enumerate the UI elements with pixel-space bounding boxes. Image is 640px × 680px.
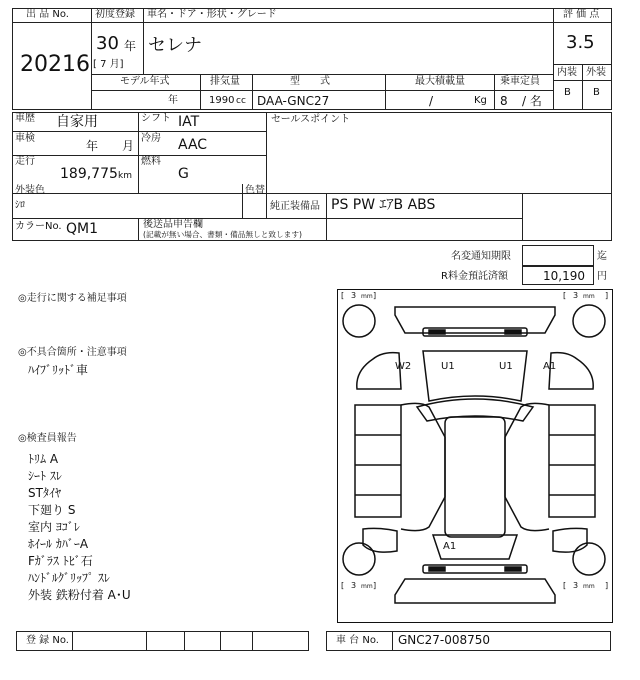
shift: IAT — [178, 114, 200, 130]
left-rear-quarter — [363, 528, 397, 552]
model-code: DAA-GNC27 — [257, 94, 330, 108]
ext-color-label: 外装色 — [15, 185, 45, 196]
first-reg-year: 30 — [96, 33, 119, 54]
exterior-grade: B — [593, 87, 600, 98]
inspector-line: ﾊﾝﾄﾞﾙｸﾞﾘｯﾌﾟ ｽﾚ — [28, 571, 110, 585]
recycle-unit: 円 — [597, 271, 607, 282]
recycle-label: R料金預託済額 — [441, 271, 508, 282]
wheel-rear-left — [343, 543, 375, 575]
color-no-label: カラーNo. — [15, 221, 62, 232]
history: 自家用 — [56, 114, 98, 130]
mileage-unit: km — [118, 171, 132, 181]
svg-text:[: [ — [341, 581, 345, 590]
sales-points-label: セールスポイント — [271, 114, 351, 125]
model-label: 型 式 — [290, 76, 330, 87]
inspector-line: 外装 鉄粉付着 A･U — [28, 588, 131, 602]
wheel-front-right — [573, 305, 605, 337]
svg-text:[: [ — [563, 581, 567, 590]
tire-rl-unit: mm — [361, 583, 373, 590]
tire-rr-unit: mm — [583, 583, 595, 590]
right-pillar — [505, 403, 549, 530]
inspector-line: Fｶﾞﾗｽ ﾄﾋﾞ石 — [28, 554, 93, 568]
exterior-label: 外装 — [586, 67, 606, 78]
inspector-line: ﾎｲｰﾙ ｶﾊﾞｰA — [28, 537, 89, 551]
aftermarket-label: 後送品申告欄 — [143, 219, 203, 230]
defects-title: ◎不具合箇所・注意事項 — [18, 347, 127, 358]
wheel-front-left — [343, 305, 375, 337]
capacity-unit: / 名 — [522, 94, 542, 108]
chassis-no: GNC27-008750 — [398, 633, 491, 647]
recycle-amount: 10,190 — [543, 269, 585, 283]
left-pillar — [401, 403, 445, 530]
fuel-label: 燃料 — [141, 156, 161, 167]
svg-text:]: ] — [605, 581, 609, 590]
car-name: セレナ — [148, 35, 202, 56]
equipment-label: 純正装備品 — [270, 201, 320, 212]
inspector-line: 室内 ﾖｺﾞﾚ — [28, 520, 80, 534]
tire-fr-depth: 3 — [573, 291, 579, 300]
model-year-label: モデル年式 — [120, 76, 170, 87]
name-change-box — [522, 245, 594, 266]
displacement-unit: cc — [236, 96, 246, 106]
tire-rr-depth: 3 — [573, 581, 579, 590]
right-body-side — [549, 405, 595, 517]
displacement-label: 排気量 — [210, 76, 240, 87]
tire-fl-depth: 3 — [351, 291, 357, 300]
reg-no-label: 登 録 No. — [26, 635, 69, 646]
capacity: 8 — [500, 94, 508, 108]
lot-number: 20216 — [20, 52, 90, 77]
wheel-rear-right — [573, 543, 605, 575]
repaint-label: 色替 — [245, 185, 265, 196]
mark-a1-bottom: A1 — [443, 541, 457, 552]
model-year-unit: 年 — [168, 95, 178, 106]
ac: AAC — [178, 137, 208, 153]
inspector-line: 下廻り S — [28, 503, 76, 517]
ac-label: 冷房 — [141, 133, 161, 144]
svg-text:[: [ — [563, 291, 567, 300]
left-body-side — [355, 405, 401, 517]
fuel: G — [178, 166, 189, 182]
shift-label: シフト — [141, 113, 171, 124]
max-load-label: 最大積載量 — [415, 76, 465, 87]
interior-grade: B — [564, 87, 571, 98]
displacement: 1990 — [209, 95, 235, 106]
inspector-line: ｼｰﾄ ｽﾚ — [28, 469, 62, 483]
first-reg-year-unit: 年 — [124, 39, 137, 53]
score-label: 評 価 点 — [563, 9, 600, 20]
interior-label: 内装 — [557, 67, 577, 78]
svg-text:]: ] — [373, 581, 377, 590]
inspector-line: STﾀｲﾔ — [28, 486, 61, 500]
name-change-unit: 迄 — [597, 251, 607, 262]
svg-text:]: ] — [605, 291, 609, 300]
name-change-label: 名変通知期限 — [451, 251, 511, 262]
mark-a1-right: A1 — [543, 361, 557, 372]
roof — [445, 417, 505, 537]
right-rear-quarter — [553, 528, 587, 552]
front-bumper — [395, 307, 555, 333]
defects-text: ﾊｲﾌﾞﾘｯﾄﾞ車 — [28, 363, 89, 377]
tire-fr-unit: mm — [583, 293, 595, 300]
driving-notes-title: ◎走行に関する補足事項 — [18, 293, 127, 304]
mark-w2: W2 — [395, 361, 412, 372]
equipment: PS PW ｴｱB ABS — [331, 197, 436, 213]
hood — [423, 351, 527, 401]
mark-u1-right: U1 — [499, 361, 513, 372]
mileage-label: 走行 — [15, 156, 35, 167]
inspection-label: 車検 — [15, 133, 35, 144]
mark-u1-left: U1 — [441, 361, 455, 372]
inspector-title: ◎検査員報告 — [18, 433, 77, 444]
history-label: 車歴 — [15, 113, 35, 124]
inspector-lines — [28, 450, 131, 603]
max-load-slash: / — [429, 94, 434, 108]
inspection-year-unit: 年 — [86, 139, 99, 153]
svg-text:[: [ — [341, 291, 345, 300]
rear-bumper — [395, 579, 555, 603]
first-reg-month: [ 7 月] — [93, 59, 124, 70]
inspection-month-unit: 月 — [122, 139, 135, 153]
inspector-line: ﾄﾘﾑ A — [28, 452, 59, 466]
max-load-unit: Kg — [474, 95, 487, 106]
capacity-label: 乗車定員 — [500, 76, 540, 87]
lot-number-label: 出 品 No. — [26, 9, 69, 20]
mileage: 189,775 — [60, 166, 118, 182]
score: 3.5 — [566, 32, 595, 53]
aftermarket-note: (記載が無い場合、書類・備品無しと致します) — [143, 231, 302, 240]
car-damage-diagram — [337, 289, 613, 623]
color-no: QM1 — [66, 221, 99, 237]
car-name-label: 車名・ドア・形状・グレード — [147, 9, 277, 20]
ext-color: ｼﾛ — [15, 200, 25, 211]
svg-text:]: ] — [373, 291, 377, 300]
tire-fl-unit: mm — [361, 293, 373, 300]
chassis-label: 車 台 No. — [336, 635, 379, 646]
tire-rl-depth: 3 — [351, 581, 357, 590]
first-reg-label: 初度登録 — [95, 9, 135, 20]
